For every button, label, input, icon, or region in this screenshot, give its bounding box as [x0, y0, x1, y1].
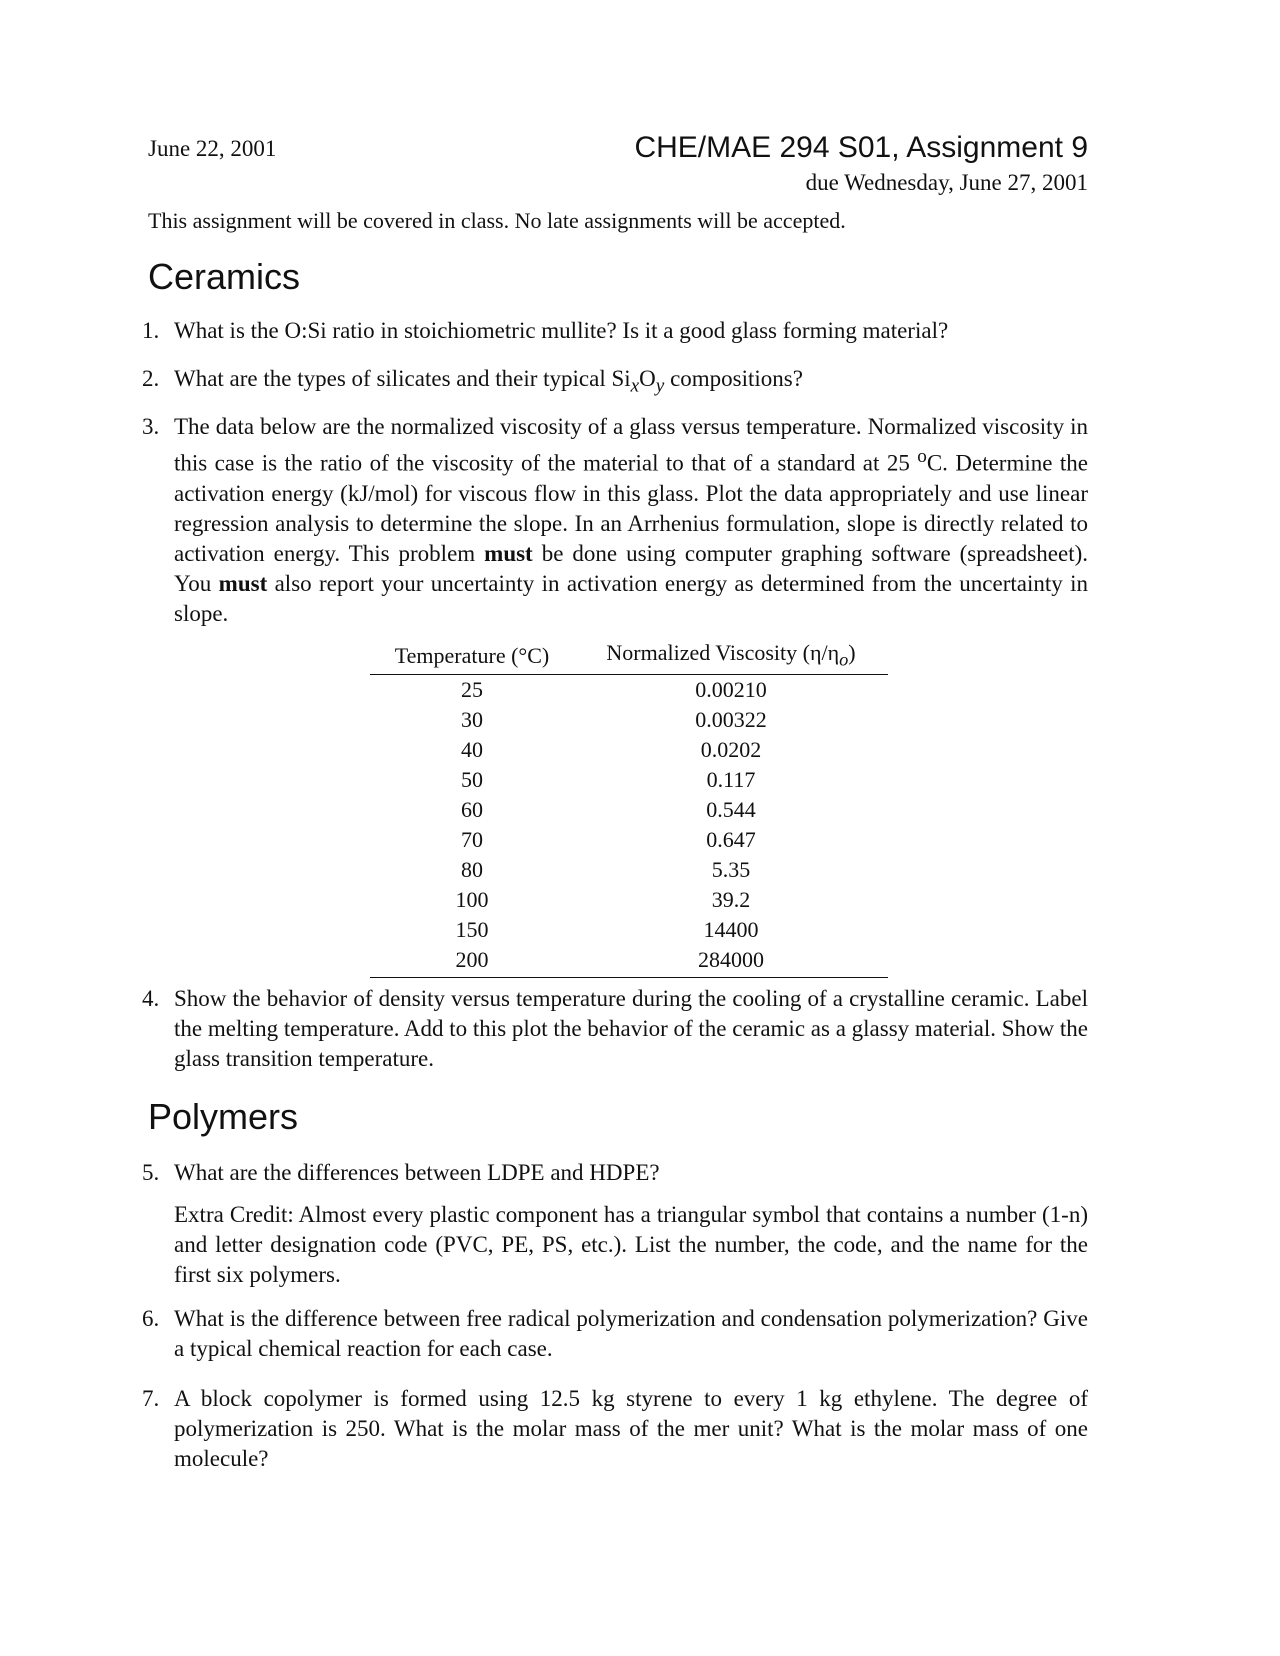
- section-heading-ceramics: Ceramics: [148, 256, 301, 297]
- temperature-cell: 50: [461, 767, 483, 793]
- question-5: [142, 1158, 1088, 1290]
- question-6: [142, 1304, 1088, 1364]
- due-date: due Wednesday, June 27, 2001: [805, 170, 1088, 195]
- question-number: 5.: [142, 1160, 160, 1185]
- table-row: [370, 915, 888, 945]
- header-temperature: Temperature (°C): [370, 638, 574, 675]
- course-title: CHE/MAE 294 S01, Assignment 9: [634, 131, 1088, 164]
- temperature-cell: 150: [455, 917, 489, 943]
- temperature-cell: 30: [461, 707, 483, 733]
- intro-note: This assignment will be covered in class. No late assignments will be accepted.: [148, 208, 846, 233]
- viscosity-cell: 0.00322: [695, 707, 767, 733]
- question-text: A block copolymer is formed using 12.5 kg styrene to every 1 kg ethylene. The degree of polymerization is 250. What is the molar mass of the mer unit? What is the molar mass of one molecule?: [174, 1386, 1088, 1471]
- table-row: [370, 825, 888, 855]
- temperature-cell: 40: [461, 737, 483, 763]
- table-row: [370, 765, 888, 795]
- viscosity-cell: 0.00210: [695, 677, 767, 703]
- question-text: What is the difference between free radical polymerization and condensation polymerization? Give a typical chemical reaction for each case.: [174, 1306, 1088, 1361]
- question-number: 1.: [142, 318, 160, 343]
- temperature-cell: 100: [455, 887, 489, 913]
- temperature-cell: 200: [370, 945, 574, 978]
- temperature-cell: 60: [461, 797, 483, 823]
- viscosity-cell: 14400: [703, 917, 759, 943]
- question-3: [142, 412, 1088, 629]
- question-7: [142, 1384, 1088, 1474]
- viscosity-cell: 5.35: [711, 857, 751, 883]
- question-number: 6.: [142, 1306, 160, 1331]
- table-header-row: [370, 638, 888, 675]
- question-number: 4.: [142, 986, 160, 1011]
- viscosity-cell: 284000: [574, 945, 888, 978]
- date: June 22, 2001: [148, 136, 277, 161]
- viscosity-cell: 0.544: [706, 797, 756, 823]
- extra-credit-text: Extra Credit: Almost every plastic component has a triangular symbol that contains a number (1-n) and letter designation code (PVC, PE, PS, etc.). List the number, the code, and the name for the first six polymers.: [174, 1202, 1088, 1287]
- viscosity-table: [370, 638, 888, 978]
- header-normalized-viscosity: Normalized Viscosity $(\eta/\eta_o)$: [574, 638, 888, 675]
- question-number: 3.: [142, 414, 160, 439]
- table-row: [370, 735, 888, 765]
- table-row: [370, 855, 888, 885]
- viscosity-cell: 0.0202: [700, 737, 762, 763]
- viscosity-cell: 0.647: [706, 827, 756, 853]
- question-text: What are the differences between LDPE and HDPE?: [174, 1160, 660, 1185]
- question-1: [142, 316, 1088, 346]
- question-text: What is the O:Si ratio in stoichiometric mullite? Is it a good glass forming material?: [174, 318, 949, 343]
- question-text: What are the types of silicates and their typical $Si_xO_y$ compositions?: [174, 366, 803, 397]
- viscosity-cell: 0.117: [706, 767, 756, 793]
- table-row: [370, 675, 888, 706]
- table-row: [370, 885, 888, 915]
- table-row: [370, 945, 888, 978]
- question-text: Show the behavior of density versus temperature during the cooling of a crystalline ceramic. Label the melting temperature. Add to this plot the behavior of the ceramic as a glassy material. Show the glass transition temperature.: [174, 986, 1088, 1071]
- question-number: 7.: [142, 1386, 160, 1411]
- table-row: [370, 795, 888, 825]
- question-number: 2.: [142, 366, 160, 391]
- question-4: [142, 984, 1088, 1074]
- question-2: [142, 364, 1088, 402]
- temperature-cell: 70: [461, 827, 483, 853]
- viscosity-cell: 39.2: [711, 887, 751, 913]
- table-row: [370, 705, 888, 735]
- temperature-cell: 80: [461, 857, 483, 883]
- section-heading-polymers: Polymers: [148, 1096, 299, 1137]
- temperature-cell: 25: [461, 677, 483, 703]
- question-text: The data below are the normalized viscosity of a glass versus temperature. Normalized viscosity in this case is the ratio of the viscosity of the material to that of a standard at 25 $^o$C. Determine the activation energy (kJ/mol) for viscous flow in this glass. Plot the data appropriately and use linear regression analysis to determine the slope. In an Arrhenius formulation, slope is directly related to activation energy. This problem must be done using computer graphing software (spreadsheet). You must also report your uncertainty in activation energy as determined from the uncertainty in slope.: [174, 414, 1088, 626]
